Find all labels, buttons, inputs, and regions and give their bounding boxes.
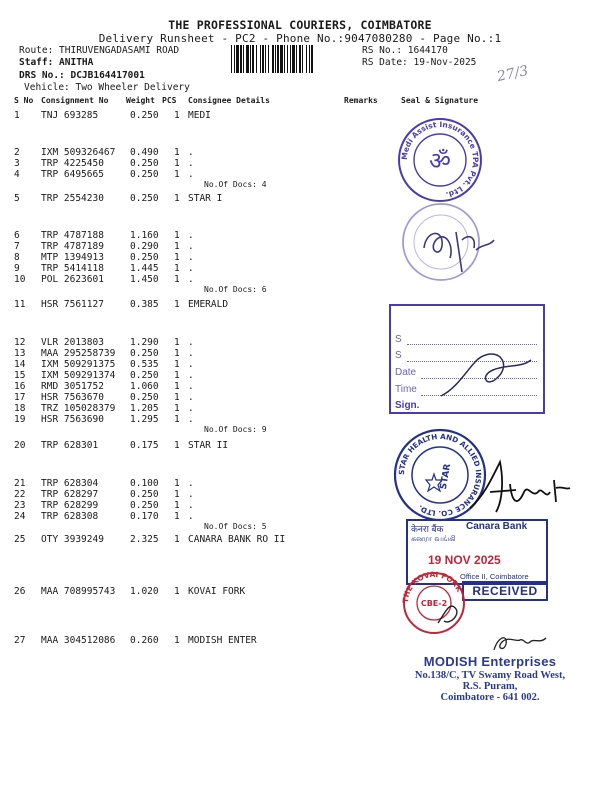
received-stamp: RECEIVED xyxy=(462,581,548,601)
col-sno: S No xyxy=(14,96,34,105)
doc-count: No.Of Docs: 4 xyxy=(204,180,267,189)
doc-count: No.Of Docs: 6 xyxy=(204,285,267,294)
route-label: Route: THIRUVENGADASAMI ROAD xyxy=(19,45,180,56)
svg-text:STAR: STAR xyxy=(438,463,454,491)
col-seal: Seal & Signature xyxy=(401,96,479,105)
signature-star xyxy=(466,452,576,522)
company-title: THE PROFESSIONAL COURIERS, COIMBATORE xyxy=(168,18,432,32)
faded-seal-signature xyxy=(396,200,501,284)
drs-number: DRS No.: DCJB164417001 xyxy=(19,70,145,81)
kovai-fork-seal xyxy=(398,571,470,635)
col-remarks: Remarks xyxy=(344,96,378,105)
medi-assist-seal xyxy=(395,117,485,203)
signature-modish xyxy=(490,630,550,656)
doc-count: No.Of Docs: 5 xyxy=(204,522,267,531)
doc-count: No.Of Docs: 9 xyxy=(204,425,267,434)
svg-text:CBE-2: CBE-2 xyxy=(420,599,448,608)
handwritten-note: 27/3 xyxy=(495,62,530,86)
col-consignee: Consignee Details xyxy=(188,96,270,105)
modish-address-stamp: MODISH Enterprises No.138/C, TV Swamy Road West, R.S. Puram, Coimbatore - 641 002. xyxy=(414,654,566,703)
barcode xyxy=(231,45,359,73)
col-consignment: Consignment No xyxy=(41,96,109,105)
col-pcs: PCS xyxy=(162,96,177,105)
col-weight: Weight xyxy=(126,96,155,105)
rs-number: RS No.: 1644170 xyxy=(362,45,448,56)
runsheet-subtitle: Delivery Runsheet - PC2 - Phone No.:9047080280 - Page No.:1 xyxy=(98,32,502,45)
svg-text:ॐ: ॐ xyxy=(429,147,451,175)
receipt-box-stamp: S S Date Time Sign. xyxy=(389,304,545,414)
svg-text:THE KOVAI FORK: THE KOVAI FORK xyxy=(400,571,465,604)
staff-label: Staff: ANITHA xyxy=(19,57,94,68)
rs-date: RS Date: 19-Nov-2025 xyxy=(362,57,477,68)
canara-bank-stamp: केनरा बैंक Canara Bank கனரா வங்கி 19 NOV 2025 Office II, Coimbatore xyxy=(406,519,548,585)
vehicle-label: Vehicle: Two Wheeler Delivery xyxy=(24,82,190,93)
svg-text:STAR HEALTH AND ALLIED INSURAN: STAR HEALTH AND ALLIED INSURANCE CO. LTD. xyxy=(396,431,484,519)
svg-text:Medi Assist Insurance TPA Pvt.: Medi Assist Insurance TPA Pvt. Ltd. xyxy=(399,119,481,200)
